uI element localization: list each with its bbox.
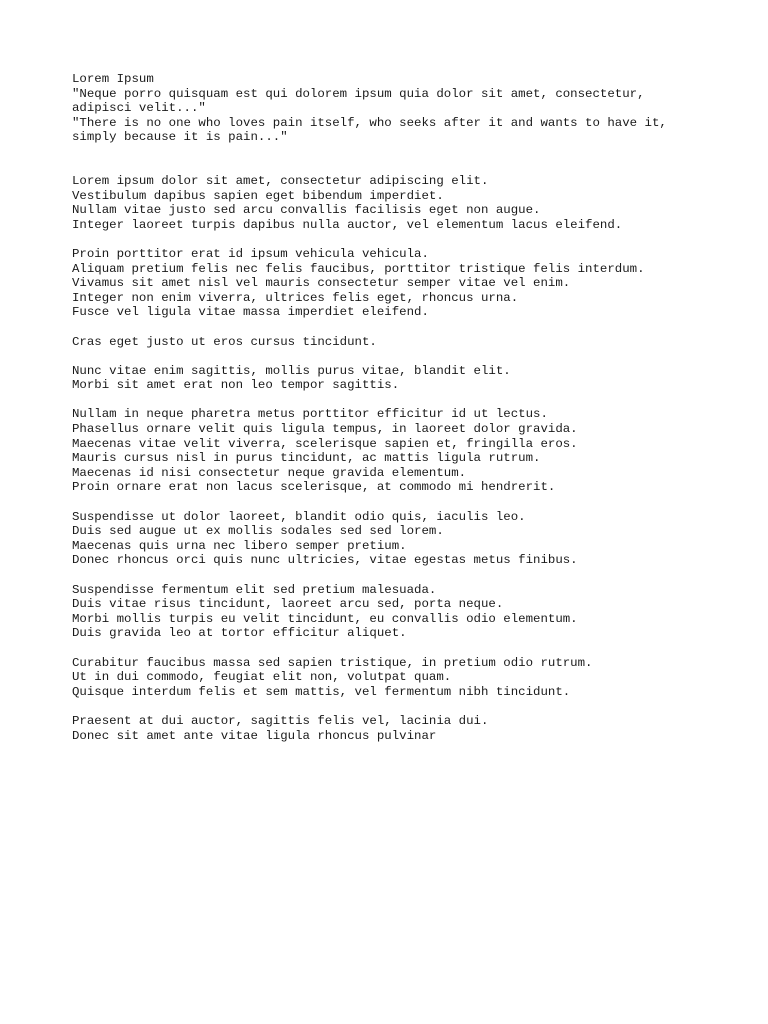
text-line: Phasellus ornare velit quis ligula tempus, in laoreet dolor gravida. (72, 422, 578, 437)
text-line: Suspendisse fermentum elit sed pretium malesuada. (72, 582, 437, 597)
text-line: Curabitur faucibus massa sed sapien tristique, in pretium odio rutrum. (72, 655, 593, 670)
text-line: Donec rhoncus orci quis nunc ultricies, vitae egestas metus finibus. (72, 553, 578, 568)
document-page (72, 72, 722, 758)
text-line: Proin ornare erat non lacus scelerisque, at commodo mi hendrerit. (72, 480, 556, 495)
text-line: Duis sed augue ut ex mollis sodales sed sed lorem. (72, 524, 444, 539)
text-line: Mauris cursus nisl in purus tincidunt, ac mattis ligula rutrum. (72, 451, 541, 466)
text-line: Donec sit amet ante vitae ligula rhoncus pulvinar (72, 728, 437, 743)
paragraph (72, 656, 722, 700)
text-line: Quisque interdum felis et sem mattis, vel fermentum nibh tincidunt. (72, 684, 571, 699)
text-line: Morbi mollis turpis eu velit tincidunt, eu convallis odio elementum. (72, 611, 578, 626)
text-line: Maecenas id nisi consectetur neque gravida elementum. (72, 465, 467, 480)
quote-line: "Neque porro quisquam est qui dolorem ipsum quia dolor sit amet, consectetur, (72, 86, 645, 101)
paragraph (72, 510, 722, 568)
document-header (72, 72, 722, 145)
text-line: Duis gravida leo at tortor efficitur aliquet. (72, 626, 407, 641)
text-line: Cras eget justo ut eros cursus tincidunt. (72, 334, 377, 349)
paragraph (72, 714, 722, 743)
text-line: Proin porttitor erat id ipsum vehicula vehicula. (72, 246, 429, 261)
paragraph (72, 247, 722, 320)
text-line: Integer laoreet turpis dapibus nulla auctor, vel elementum lacus eleifend. (72, 217, 623, 232)
paragraph (72, 407, 722, 495)
text-line: Lorem ipsum dolor sit amet, consectetur adipiscing elit. (72, 173, 489, 188)
text-line: Integer non enim viverra, ultrices felis eget, rhoncus urna. (72, 290, 519, 305)
text-line: Suspendisse ut dolor laoreet, blandit odio quis, iaculis leo. (72, 509, 526, 524)
text-line: Maecenas vitae velit viverra, scelerisque sapien et, fringilla eros. (72, 436, 578, 451)
quote-line: "There is no one who loves pain itself, who seeks after it and wants to have it, (72, 115, 667, 130)
text-line: Nunc vitae enim sagittis, mollis purus vitae, blandit elit. (72, 363, 511, 378)
text-line: Ut in dui commodo, feugiat elit non, volutpat quam. (72, 670, 452, 685)
paragraph (72, 174, 722, 232)
text-line: Nullam vitae justo sed arcu convallis facilisis eget non augue. (72, 203, 541, 218)
text-line: Vivamus sit amet nisl vel mauris consectetur semper vitae vel enim. (72, 276, 571, 291)
text-line: Aliquam pretium felis nec felis faucibus, porttitor tristique felis interdum. (72, 261, 645, 276)
text-line: Morbi sit amet erat non leo tempor sagittis. (72, 378, 400, 393)
paragraph (72, 335, 722, 350)
text-line: Duis vitae risus tincidunt, laoreet arcu sed, porta neque. (72, 597, 504, 612)
text-line: Vestibulum dapibus sapien eget bibendum imperdiet. (72, 188, 444, 203)
text-line: Nullam in neque pharetra metus porttitor efficitur id ut lectus. (72, 407, 548, 422)
document-title: Lorem Ipsum (72, 72, 154, 86)
text-line: Fusce vel ligula vitae massa imperdiet eleifend. (72, 305, 429, 320)
quote-line: simply because it is pain..." (72, 130, 288, 145)
text-line: Maecenas quis urna nec libero semper pretium. (72, 538, 407, 553)
text-line: Praesent at dui auctor, sagittis felis vel, lacinia dui. (72, 713, 489, 728)
quote-line: adipisci velit..." (72, 101, 206, 116)
paragraph (72, 583, 722, 641)
paragraph (72, 364, 722, 393)
